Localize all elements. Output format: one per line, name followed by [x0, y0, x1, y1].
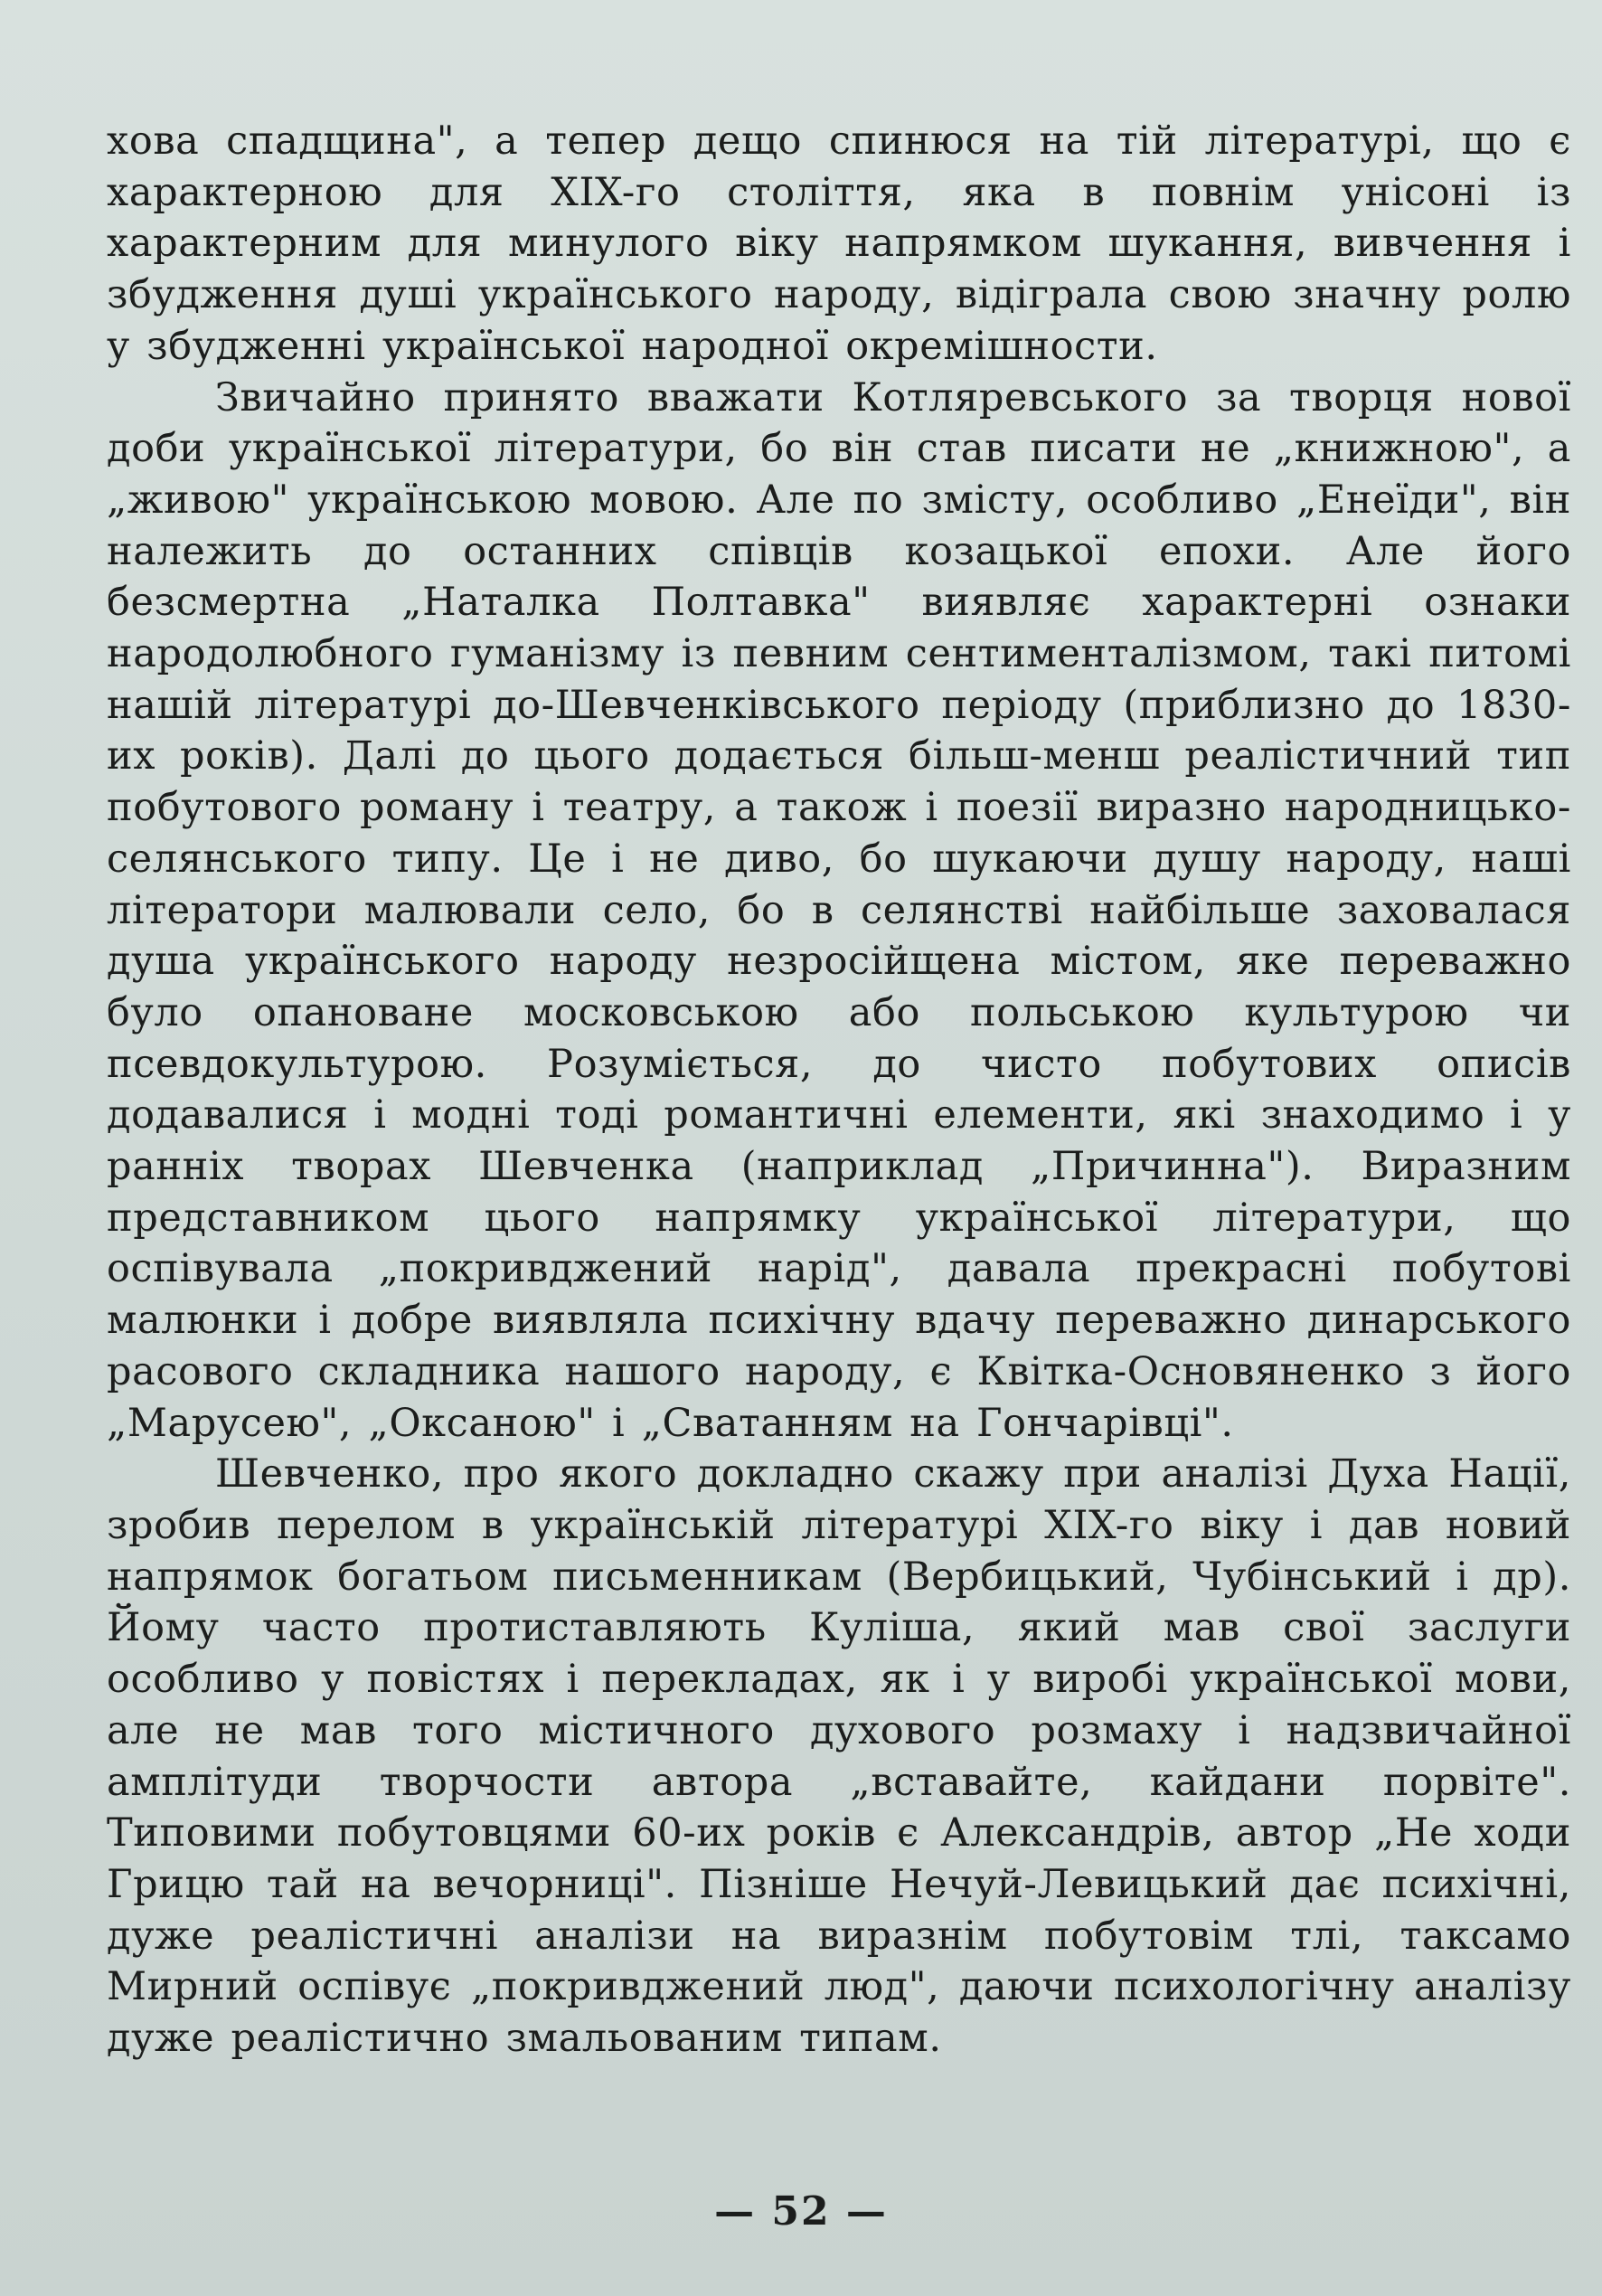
paragraph-3: Шевченко, про якого докладно скажу при аналізі Духа Нації, зробив перелом в українській літературі XIX-го віку і дав новий напрямок богатьом письменникам (Вербицький, Чубінський і др). Йому часто протиставляють Куліша, який мав свої заслуги особливо у повістях і перекладах, як і у виробі української мови, але не мав того містичного духового розмаху і надзвичайної амплітуди творчости автора „вставайте, кайдани порвіте". Типовими побутовцями 60-их років є Александрів, автор „Не ходи Грицю тай на вечорниці". Пізніше Нечуй-Левицький дає психічні, дуже реалістичні аналізи на виразнім побутовім тлі, таксамо Мирний оспівує „покривджений люд", даючи психологічну аналізу дуже реалістично змальованим типам. [107, 1451, 1571, 2062]
paragraph-2: Звичайно принято вважати Котляревського за творця нової доби української літератури, бо він став писати не „книжною", а „живою" українською мовою. Але по змісту, особливо „Енеїди", він належить до останних співців козацької епохи. Але його безсмертна „Наталка Полтавка" виявляє характерні ознаки народолюбного гуманізму із певним сентименталізмом, такі питомі нашій літературі до-Шевченківського періоду (приблизно до 1830-их років). Далі до цього додається більш-менш реалістичний тип побутового роману і театру, а також і поезії виразно народницько-селянського типу. Це і не диво, бо шукаючи душу народу, наші літератори малювали село, бо в селянстві найбільше заховалася душа українського народу незросійщена містом, яке переважно було опановане московською або польською культурою чи псевдокультурою. Розуміється, до чисто побутових описів додавалися і модні тоді романтичні елементи, які знаходимо і у ранніх творах Шевченка (наприклад „Причинна"). Виразним представником цього напрямку української літератури, що оспівувала „покривджений нарід", давала прекрасні побутові малюнки і добре виявляла психічну вдачу переважно динарського расового складника нашого народу, є Квітка-Основяненко з його „Марусею", „Оксаною" і „Сватанням на Гончарівці". [107, 374, 1571, 1446]
page-body [107, 116, 1571, 2065]
page-number: — 52 — [714, 2188, 888, 2235]
paragraph-1: хова спадщина", а тепер дещо спинюся на тій літературі, що є характерною для XIX-го століття, яка в повнім унісоні із характерним для минулого віку напрямком шукання, вивчення і збудження душі українського народу, відіграла свою значну ролю у збудженні української народної окремішности. [107, 118, 1571, 369]
